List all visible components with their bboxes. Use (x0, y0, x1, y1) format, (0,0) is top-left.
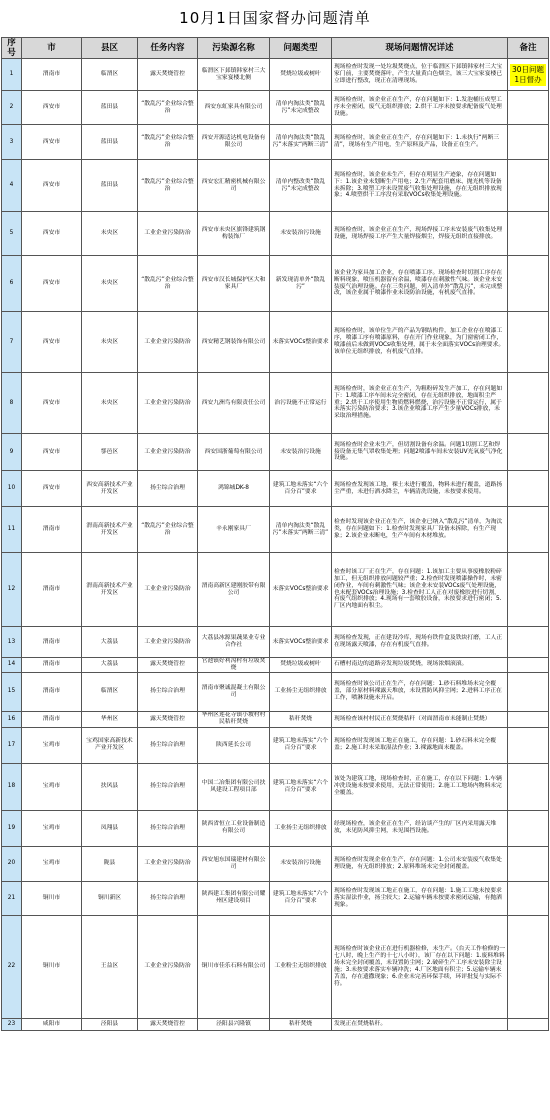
table-row (2, 212, 549, 256)
note-cell (508, 881, 549, 915)
table-row (2, 1018, 549, 1030)
detail-cell: 该处为建筑工地，现场检查时，正在施工，存在以下问题：1.车辆冲洗设施未按要求使用，无法正常使用；2.施工工地场内物料未完全覆盖。 (332, 763, 508, 810)
table-row (2, 553, 549, 627)
header-note: 备注 (508, 38, 549, 59)
task-cell: 扬尘综合治理 (138, 471, 198, 507)
detail-cell: 现场检查时发现该工地正在施工，存在问题：1.施工工地未按要求落实湿法作业，扬尘较大；2.运输车辆未按要求密闭运输，有抛洒现象。 (332, 881, 508, 915)
note-cell (508, 312, 549, 373)
county-cell: 临渭区 (82, 672, 138, 711)
table-row (2, 312, 549, 373)
note-cell (508, 810, 549, 846)
source-cell: 泾阳县兴隆镇 (198, 1018, 270, 1030)
type-cell: 清单内整改类“散乱污”未完成整改 (270, 160, 332, 212)
type-cell: 秸秆焚烧 (270, 1018, 332, 1030)
city-cell: 渭南市 (22, 672, 82, 711)
table-row (2, 810, 549, 846)
source-cell: 西安旭东国瑞建材有限公司 (198, 846, 270, 881)
issue-table (1, 37, 549, 1031)
detail-cell: 发现正在焚烧秸秆。 (332, 1018, 508, 1030)
task-cell: 工业企业污染防治 (138, 373, 198, 434)
table-row (2, 373, 549, 434)
county-cell: 凤翔县 (82, 810, 138, 846)
type-cell: 建筑工地未落实“六个百分百”要求 (270, 881, 332, 915)
source-cell: 西安东虹家具有限公司 (198, 91, 270, 125)
county-cell: 华州区 (82, 711, 138, 727)
header-seq: 序号 (2, 38, 22, 59)
seq-cell: 5 (2, 212, 22, 256)
detail-cell: 石槽村南边的道路旁发现垃圾焚烧，现场浓烟滚滚。 (332, 658, 508, 673)
table-row (2, 59, 549, 91)
note-cell (508, 672, 549, 711)
seq-cell: 15 (2, 672, 22, 711)
city-cell: 西安市 (22, 125, 82, 160)
detail-cell: 现场检查时，该企业未生产，但存在明显生产迹象，存在问题如下：1.该企业未划断生产用电；2.生产配套用磨床、抛光机等设备未拆除；3.喷塑工序未设置废气收集处理设施，存在无组织排放现象；4.喷塑烘干工序没有采取VOCs收集处理设施。 (332, 160, 508, 212)
detail-cell: 经现场检查，该企业正在生产，经访谈产生的厂区内采用露天堆放，未见防风抑尘网，未见围挡设施。 (332, 810, 508, 846)
detail-cell: 检查时发现该企业正在生产，该企业已纳入“散乱污”清单，为淘汰类，存在问题如下：1.检查时发现家具厂设备未拆除，有生产现象；2.该企业未断电，生产车间有木材堆放。 (332, 507, 508, 553)
seq-cell: 10 (2, 471, 22, 507)
source-cell: 西安九洲鸟有限责任公司 (198, 373, 270, 434)
county-cell: 泾阳县 (82, 1018, 138, 1030)
note-cell (508, 125, 549, 160)
seq-cell: 23 (2, 1018, 22, 1030)
task-cell: 工业企业污染防治 (138, 212, 198, 256)
type-cell: 清单内淘汰类“散乱污”未落实“两断三清” (270, 125, 332, 160)
note-cell (508, 627, 549, 658)
task-cell: 工业企业污染防治 (138, 915, 198, 1018)
note-cell (508, 434, 549, 471)
task-cell: 扬尘综合治理 (138, 763, 198, 810)
detail-cell: 现场检查时发现该工地正在施工，存在问题：1.砂石料未完全覆盖；2.施工时未采取湿法作业；3.裸露地面未覆盖。 (332, 727, 508, 763)
county-cell: 鄠邑区 (82, 434, 138, 471)
city-cell: 西安市 (22, 373, 82, 434)
task-cell: 扬尘综合治理 (138, 727, 198, 763)
seq-cell: 4 (2, 160, 22, 212)
note-cell (508, 373, 549, 434)
detail-cell: 现场检查时，该企业正在生产，存在问题如下：1.未执行“两断三清”，现场有生产用电，生产原料及产品，设备正在生产。 (332, 125, 508, 160)
city-cell: 宝鸡市 (22, 727, 82, 763)
header-type: 问题类型 (270, 38, 332, 59)
county-cell: 未央区 (82, 312, 138, 373)
seq-cell: 7 (2, 312, 22, 373)
detail-cell: 现场检查时该企业正在进行机器检修，未生产。（台天工作检修的一七八时，晚上生产的十七八小时），该厂存在以下问题：1.废料堆料场未完全封闭覆盖，未设置防尘网；2.破碎生产工序未安装除尘设施；3.未按要求落实车辆冲洗；4.厂区地面有积尘；5.运输车辆未苫盖，存在遗撒现象；6.企业未完善环保手续，环评批复与实际不符。 (332, 915, 508, 1018)
table-row (2, 711, 549, 727)
header-task: 任务内容 (138, 38, 198, 59)
task-cell: “散乱污”企业综合整治 (138, 256, 198, 312)
seq-cell: 13 (2, 627, 22, 658)
city-cell: 渭南市 (22, 59, 82, 91)
type-cell: 工业粉尘无组织排放 (270, 915, 332, 1018)
county-cell: 西安高新技术产业开发区 (82, 471, 138, 507)
city-cell: 铜川市 (22, 881, 82, 915)
note-cell (508, 471, 549, 507)
type-cell: 未落实VOCs整治要求 (270, 553, 332, 627)
table-row (2, 915, 549, 1018)
table-row (2, 846, 549, 881)
seq-cell: 11 (2, 507, 22, 553)
task-cell: 工业企业污染防治 (138, 553, 198, 627)
city-cell: 西安市 (22, 91, 82, 125)
seq-cell: 20 (2, 846, 22, 881)
table-row (2, 434, 549, 471)
task-cell: 扬尘综合治理 (138, 881, 198, 915)
city-cell: 宝鸡市 (22, 763, 82, 810)
city-cell: 西安市 (22, 212, 82, 256)
source-cell: 渭南市聚诚混凝土有限公司 (198, 672, 270, 711)
type-cell: 清单内淘汰类“散乱污”未落实“两断三清” (270, 507, 332, 553)
table-row (2, 881, 549, 915)
detail-cell: 现场检查该村村民正在焚烧秸秆（对面渭南市未能制止焚烧） (332, 711, 508, 727)
county-cell: 未央区 (82, 256, 138, 312)
type-cell: 建筑工地未落实“六个百分百”要求 (270, 763, 332, 810)
note-cell (508, 160, 549, 212)
detail-cell: 检查时该工厂正在生产，存在问题：1.该加工主要从事废橡胶粉碎加工，但无组织排放问题较严重；2.检查时发现喷漆操作时，未密闭作业，车间有刺激性气味；该企业未安装VOCs废气处理设施，也未配套VOCs治理设施；3.检查时工人正在对废橡胶进行切割，有废气组织排放；4.现场有一套喷胶设备，未按要求进行密闭；5.厂区内地面有积尘。 (332, 553, 508, 627)
county-cell: 渭南高新技术产业开发区 (82, 507, 138, 553)
source-cell: 鸿锦城DK-8 (198, 471, 270, 507)
header-county: 县区 (82, 38, 138, 59)
type-cell: 未安装治污设施 (270, 434, 332, 471)
source-cell: 陕西建工集团有限公司耀州区建设项目 (198, 881, 270, 915)
note-cell (508, 212, 549, 256)
city-cell: 渭南市 (22, 553, 82, 627)
city-cell: 咸阳市 (22, 1018, 82, 1030)
detail-cell: 现场检查时，该企业正在生产，为粗粉碎发生产加工，存在问题如下：1.喷漆工序车间未完全密闭，存在无组织排放，地面积尘严重；2.烘干工序使用生物质燃料燃烧，治污设施不正常运行，属于未落实污染防治要求；3.该企业喷漆工序产生少量VOCs排放，未采取治理措施。 (332, 373, 508, 434)
type-cell: 建筑工地未落实“六个百分百”要求 (270, 471, 332, 507)
county-cell: 蓝田县 (82, 125, 138, 160)
task-cell: “散乱污”企业综合整治 (138, 125, 198, 160)
seq-cell: 3 (2, 125, 22, 160)
source-cell: 西安国浙葡萄有限公司 (198, 434, 270, 471)
task-cell: 工业企业污染防治 (138, 312, 198, 373)
county-cell: 扶风县 (82, 763, 138, 810)
note-cell (508, 846, 549, 881)
city-cell: 渭南市 (22, 658, 82, 673)
county-cell: 陇县 (82, 846, 138, 881)
type-cell: 焚烧垃圾或树叶 (270, 59, 332, 91)
seq-cell: 14 (2, 658, 22, 673)
note-cell (508, 507, 549, 553)
table-row (2, 256, 549, 312)
table-row (2, 727, 549, 763)
detail-cell: 现场检查时发现企业在生产，存在问题：1.公司未安装废气收集处理设施，有无组织排放；2.原料堆场未完全封闭覆盖。 (332, 846, 508, 881)
city-cell: 渭南市 (22, 507, 82, 553)
table-header-row (2, 38, 549, 59)
note-cell (508, 256, 549, 312)
type-cell: 未落实VOCs整治要求 (270, 312, 332, 373)
type-cell: 秸秆焚烧 (270, 711, 332, 727)
note-cell (508, 763, 549, 810)
type-cell: 焚烧垃圾或树叶 (270, 658, 332, 673)
type-cell: 未安装治污设施 (270, 212, 332, 256)
source-cell: 西安市汉长城保护区大和家具厂 (198, 256, 270, 312)
type-cell: 建筑工地未落实“六个百分百”要求 (270, 727, 332, 763)
table-row (2, 125, 549, 160)
type-cell: 清单内淘汰类“散乱污”未完成整改 (270, 91, 332, 125)
table-row (2, 91, 549, 125)
source-cell: 西安宏汇精密机械有限公司 (198, 160, 270, 212)
type-cell: 工业扬尘无组织排放 (270, 672, 332, 711)
table-row (2, 763, 549, 810)
source-cell: 临渭区下邽镇韩家村三大宝家宴楼北侧 (198, 59, 270, 91)
county-cell: 临渭区 (82, 59, 138, 91)
note-cell (508, 915, 549, 1018)
source-cell: 辛永刚家具厂 (198, 507, 270, 553)
task-cell: 露天焚烧管控 (138, 658, 198, 673)
detail-cell: 现场检查时，该企业正在生产，现场焊接工序未安装废气收集处理设施，现场焊接工序产生大量焊接烟尘，焊接无组织直接排放。 (332, 212, 508, 256)
task-cell: “散乱污”企业综合整治 (138, 507, 198, 553)
header-source: 污染源名称 (198, 38, 270, 59)
city-cell: 西安市 (22, 471, 82, 507)
source-cell: 陕西延长公司 (198, 727, 270, 763)
table-row (2, 672, 549, 711)
note-text: 30日问题1日督办 (511, 64, 545, 84)
type-cell: 工业扬尘无组织排放 (270, 810, 332, 846)
note-cell (508, 91, 549, 125)
task-cell: 工业企业污染防治 (138, 846, 198, 881)
source-cell: 西安精艺钢装饰有限公司 (198, 312, 270, 373)
detail-cell: 现场检查时该公司正在生产，存在问题：1.砂石料堆场未完全覆盖，部分原材料裸露天堆放，未设置防风抑尘网；2.进料工序正在工作，喷淋设施未开启。 (332, 672, 508, 711)
county-cell: 蓝田县 (82, 160, 138, 212)
note-cell (508, 658, 549, 673)
document-title: 10月1日国家督办问题清单 (179, 9, 371, 27)
seq-cell: 12 (2, 553, 22, 627)
seq-cell: 19 (2, 810, 22, 846)
task-cell: 扬尘综合治理 (138, 672, 198, 711)
note-cell (508, 711, 549, 727)
task-cell: “散乱污”企业综合整治 (138, 160, 198, 212)
detail-cell: 该企业为家具加工企业，存在喷漆工序。现场检查时切割工序存在断料现象，喷压机器留有余温，喷漆存在刺激性气味。该企业未安装废气治理设施。存在三类问题，列入清单外“散乱污”，未完成整改，该企业属于喷漆作业未设防治设施，有机废气直排。 (332, 256, 508, 312)
county-cell: 蓝田县 (82, 91, 138, 125)
task-cell: 工业企业污染防治 (138, 627, 198, 658)
task-cell: 工业企业污染防治 (138, 434, 198, 471)
source-cell: 大荔县冰源果蔬果业专业合作社 (198, 627, 270, 658)
table-row (2, 507, 549, 553)
seq-cell: 2 (2, 91, 22, 125)
detail-cell: 现场检查时企业未生产，但切割设备有余温。问题1切割工艺和焊接设备无集气罩收集处理；问题2喷漆车间未安装UV光氧废气净化设施。 (332, 434, 508, 471)
note-cell (508, 553, 549, 627)
source-cell: 华州区莲花寺镇小坡村村民秸秆焚烧 (198, 711, 270, 727)
county-cell: 大荔县 (82, 658, 138, 673)
county-cell: 未央区 (82, 373, 138, 434)
type-cell: 新发现清单外“散乱污” (270, 256, 332, 312)
seq-cell: 22 (2, 915, 22, 1018)
seq-cell: 17 (2, 727, 22, 763)
county-cell: 未央区 (82, 212, 138, 256)
city-cell: 西安市 (22, 312, 82, 373)
table-row (2, 471, 549, 507)
city-cell: 渭南市 (22, 711, 82, 727)
table-row (2, 160, 549, 212)
detail-cell: 现场检查时发现一处垃圾焚烧点，位于临渭区下邽镇韩家村三大宝家门前，主要焚烧落叶，产生大量黄白色烟尘，该三大宝家宴楼已立即进行整改，现正在清理现场。 (332, 59, 508, 91)
task-cell: “散乱污”企业综合整治 (138, 91, 198, 125)
table-row (2, 627, 549, 658)
source-cell: 官池镇好利沟村有垃圾焚烧 (198, 658, 270, 673)
city-cell: 西安市 (22, 256, 82, 312)
type-cell: 治污设施不正常运行 (270, 373, 332, 434)
note-cell (508, 727, 549, 763)
seq-cell: 16 (2, 711, 22, 727)
source-cell: 铜川市佳乐石料有限公司 (198, 915, 270, 1018)
detail-cell: 现场检查时，该单位生产的产品为钢结构件，加工企业存在喷漆工序，喷漆工序有喷漆原料，存在开门作业现象，为门窗密闭工作，喷漆前后未做到VOCs收集处理，属于未全面落实VOCs治理要求。该单位无组织排放，有机废气直排。 (332, 312, 508, 373)
county-cell: 铜川新区 (82, 881, 138, 915)
source-cell: 西安开源适达机电设备有限公司 (198, 125, 270, 160)
city-cell: 渭南市 (22, 627, 82, 658)
source-cell: 中国二冶集团有限公司扶风建设工程项目部 (198, 763, 270, 810)
source-cell: 西安市未央区旗锋建筑钢构装饰厂 (198, 212, 270, 256)
county-cell: 大荔县 (82, 627, 138, 658)
header-detail: 现场问题情况详述 (332, 38, 508, 59)
seq-cell: 21 (2, 881, 22, 915)
note-cell (508, 1018, 549, 1030)
detail-cell: 现场检查时，该企业正在生产，存在问题如下：1.发泡桶压成型工序未全密闭，废气无组织排放；2.烘干工序未按要求配备废气处理设施。 (332, 91, 508, 125)
city-cell: 西安市 (22, 160, 82, 212)
detail-cell: 现场检查发现，正在建设冷库，现场有铁件盒及铁块打磨，工人正在现场露天喷漆，存在有机废气直排。 (332, 627, 508, 658)
city-cell: 宝鸡市 (22, 810, 82, 846)
city-cell: 宝鸡市 (22, 846, 82, 881)
task-cell: 扬尘综合治理 (138, 810, 198, 846)
city-cell: 铜川市 (22, 915, 82, 1018)
county-cell: 王益区 (82, 915, 138, 1018)
city-cell: 西安市 (22, 434, 82, 471)
task-cell: 露天焚烧管控 (138, 59, 198, 91)
seq-cell: 1 (2, 59, 22, 91)
note-cell (508, 59, 549, 91)
header-city: 市 (22, 38, 82, 59)
seq-cell: 18 (2, 763, 22, 810)
task-cell: 露天焚烧管控 (138, 1018, 198, 1030)
seq-cell: 9 (2, 434, 22, 471)
source-cell: 陕西省恒立工业设备制造有限公司 (198, 810, 270, 846)
table-row (2, 658, 549, 673)
county-cell: 宝鸡国家高新技术产业开发区 (82, 727, 138, 763)
seq-cell: 8 (2, 373, 22, 434)
task-cell: 露天焚烧管控 (138, 711, 198, 727)
type-cell: 未安装治污设施 (270, 846, 332, 881)
source-cell: 渭南高新区建刚胶带有限公司 (198, 553, 270, 627)
detail-cell: 现场检查发现该工地，裸土未进行覆盖，物料未进行覆盖，道路扬尘严重，未进行洒水降尘，车辆清洗设施，未按要求使用。 (332, 471, 508, 507)
county-cell: 渭南高新技术产业开发区 (82, 553, 138, 627)
type-cell: 未落实VOCs整治要求 (270, 627, 332, 658)
seq-cell: 6 (2, 256, 22, 312)
